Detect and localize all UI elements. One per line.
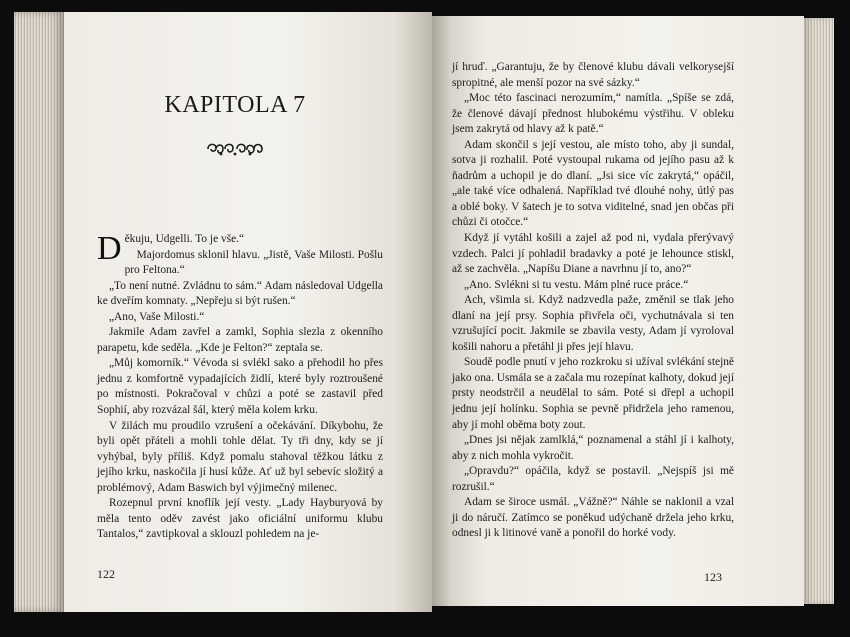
chapter-title: KAPITOLA 7 <box>164 92 306 118</box>
paragraph: Jakmile Adam zavřel a zamkl, Sophia slezla z okenního parapetu, kde seděla. „Kde je Felton?“ zeptala se. <box>97 326 383 354</box>
paragraph: Adam skončil s její vestou, ale místo toho, aby ji sundal, sotva ji rozhalil. Poté vystoupal rukama od jejího pasu až k ňadrům a uchopil je do dlaní. „Jsi sice víc zakrytá,“ opáčil, „ale také více odhalená. Například tvé dlouhé nohy, útlý pas a oblé boky. V šatech je to sotva viditelné, snad jen občas při chůzi či otočce.“ <box>452 138 734 229</box>
right-page-body <box>452 60 734 542</box>
paragraph: Majordomus sklonil hlavu. „Jistě, Vaše Milosti. Pošlu pro Feltona.“ <box>124 248 383 277</box>
paragraph: „Můj komorník.“ Vévoda si svlékl sako a přehodil ho přes jednu z komfortně vypadajících židlí, které byly roztroušené po místnosti. Pokračoval v chůzi a poté se zastavil před Sophií, aby rozvázal šál, který měla kolem krku. <box>97 357 383 417</box>
page-number-right: 123 <box>704 570 722 584</box>
paragraph: Když jí vytáhl košili a zajel až pod ni, vydala přerývavý vzdech. Palci jí pohladil bradavky a poté je lehounce stiskl, až se zachvěla. „Napíšu Diane a navrhnu jí to, ano?“ <box>452 232 734 276</box>
page-number-left: 122 <box>97 567 115 581</box>
paragraph: „Moc této fascinaci nerozumím,“ namítla. „Spíše se zdá, že členové dávají přednost hlubokému výstřihu. V obleku jsem zakrytá od hlavy až k patě.“ <box>452 92 734 136</box>
paragraph: Soudě podle pnutí v jeho rozkroku si užíval svlékání stejně jako ona. Usmála se a začala mu rozepínat kalhoty, dokud její prsty neodstrčil a neudělal to sám. Poté si dřepl a uchopil jednu její holínku. Sophia se pevně přidržela jeho ramenou, aby jí mohl oběma boty zout. <box>452 356 734 431</box>
right-page-edges <box>804 18 834 604</box>
paragraph: Rozepnul první knoflík její vesty. „Lady Hayburyová by měla tento oděv zavést jako oficiální uniformu klubu Tantalos,“ zavtipkoval a sklouzl pohledem na je- <box>97 497 383 541</box>
left-page-edges <box>14 12 64 612</box>
paragraph: Děkuju, Udgelli. To je vše.“ <box>97 230 245 267</box>
paragraph: „Opravdu?“ opáčila, když se postavil. „Nejspíš jsi mě rozrušil.“ <box>452 465 734 493</box>
paragraph: „To není nutné. Zvládnu to sám.“ Adam následoval Udgella ke dveřím komnaty. „Nepřeju si být rušen.“ <box>97 279 383 308</box>
paragraph: Ach, všimla si. Když nadzvedla paže, změnil se tlak jeho dlaní na její prsy. Sophia přivřela oči, vychutnávala si ten vzrušující pocit. Jakmile se zbavila vesty, Adam jí vyroloval košili nahoru a přetáhl ji přes její hlavu. <box>452 294 734 353</box>
paragraph: „Ano. Svlékni si tu vestu. Mám plné ruce práce.“ <box>464 278 689 291</box>
left-page-body <box>97 232 383 543</box>
fleuron-ornament-icon <box>205 140 265 158</box>
paragraph: Adam se široce usmál. „Vážně?“ Náhle se naklonil a vzal ji do náručí. Zatímco se poněkud udýchaně držela jeho krku, odnesl ji k litinové vaně a ponořil do horké vody. <box>452 496 734 540</box>
paragraph: „Dnes jsi nějak zamlklá,“ poznamenal a stáhl jí i kalhoty, aby z nich mohla vykročit. <box>452 434 734 462</box>
paragraph: „Ano, Vaše Milosti.“ <box>109 310 205 323</box>
drop-cap: D <box>97 230 122 267</box>
paragraph: V žilách mu proudilo vzrušení a očekávání. Díkybohu, že byli opět přáteli a mohli tohle dělat. Ty tři dny, kdy se jí vyhýbal, byly příliš. Když pomalu stahoval těžkou látku z jejího krku, naskočila jí husí kůže. Ať už byl sebevíc složitý a problémový, Adam Baswich byl výjimečný milenec. <box>97 419 383 494</box>
paragraph: jí hruď. „Garantuju, že by členové klubu dávali velkorysejší spropitné, ale menší pozor na své sázky.“ <box>452 61 734 89</box>
